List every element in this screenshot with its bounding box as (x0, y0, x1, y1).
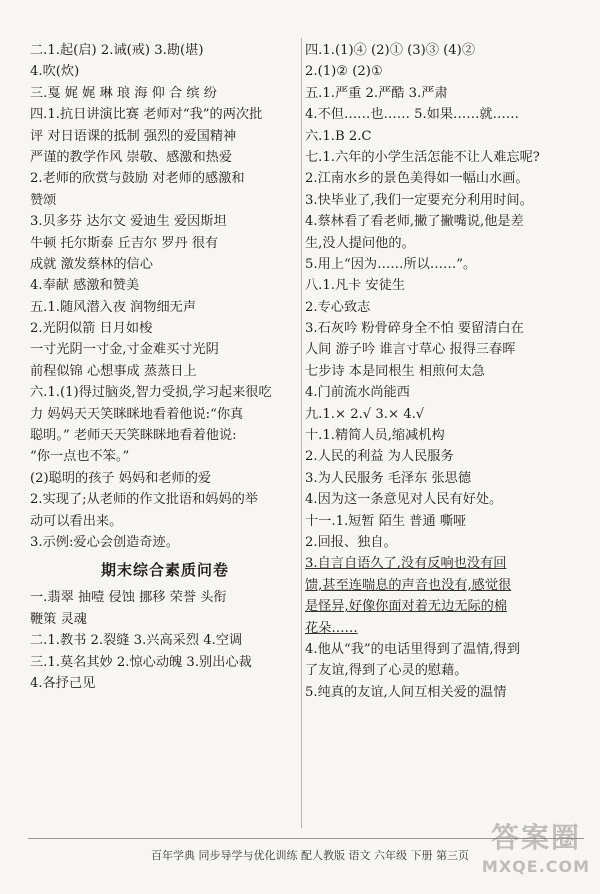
answer-line: 六.1.(1)得过脑炎,智力受损,学习起来很吃 (30, 385, 272, 401)
answer-line: 花朵…… (305, 620, 358, 636)
watermark-bottom: MXQE.COM (481, 857, 591, 876)
answer-line: 3.石灰吟 粉骨碎身全不怕 要留清白在 (305, 321, 524, 337)
answer-line: 3.为人民服务 毛泽东 张思德 (305, 470, 472, 486)
answer-line: 六.1.B 2.C (305, 128, 372, 144)
answer-line: 三.戛 娓 娓 琳 琅 海 仰 合 缤 纷 (30, 85, 217, 101)
answer-line: 前程似锦 心想事成 蒸蒸日上 (30, 363, 197, 379)
left-column (30, 40, 300, 694)
answer-line: 3.快毕业了,我们一定要充分利用时间。 (305, 192, 533, 208)
answer-line: 2.光阴似箭 日月如梭 (30, 321, 153, 337)
answer-line: 5.纯真的友谊,人间互相关爱的温情 (305, 684, 507, 700)
watermark-logo (476, 820, 596, 892)
answer-line: 馈,甚至连喘息的声音也没有,感觉很 (305, 577, 512, 593)
answer-line: 五.1.严重 2.严酷 3.严肃 (305, 85, 448, 101)
answer-line: 一寸光阴一寸金,寸金难买寸光阴 (30, 342, 219, 358)
answer-line: 2.人民的利益 为人民服务 (305, 449, 454, 465)
answer-line: 4.蔡林看了看老师,撇了撇嘴说,他是差 (305, 214, 524, 230)
answer-line: 2.江南水乡的景色美得如一幅山水画。 (305, 171, 529, 187)
answer-line: 十.1.精简人员,缩减机构 (305, 428, 445, 444)
answer-line: 4.不但……也…… 5.如果……就…… (305, 107, 519, 123)
answer-line: 4.奉献 感激和赞美 (30, 278, 140, 294)
answer-line: 评 对日语课的抵制 强烈的爱国精神 (30, 128, 237, 144)
answer-line: 5.用上“因为……所以……”。 (305, 256, 477, 272)
answer-line: 五.1.随风潜入夜 润物细无声 (30, 299, 197, 315)
answer-line: 二.1.起(启) 2.诫(戒) 3.勘(堪) (30, 43, 204, 58)
answer-line: 成就 激发蔡林的信心 (30, 256, 153, 272)
answer-line: 四.1.(1)④ (2)① (3)③ (4)② (305, 43, 476, 58)
answer-line: 生,没人提问他的。 (305, 235, 415, 251)
answer-line: 2.回报、独自。 (305, 534, 397, 550)
page-footer: 百年学典 同步导学与优化训练 配人教版 语文 六年级 下册 第三页 (151, 849, 469, 862)
answer-line: 聪明。” 老师天天笑眯眯地看着他说: (30, 428, 237, 444)
answer-line: 4.他从“我”的电话里得到了温情,得到 (305, 641, 520, 657)
left-answer-lines (30, 40, 300, 553)
column-divider (301, 38, 302, 828)
answer-line: 人间 游子吟 谁言寸草心 报得三春晖 (305, 342, 516, 358)
answer-line: 4.因为这一条意见对人民有好处。 (305, 492, 503, 508)
answer-line: 四.1.抗日讲演比赛 老师对“我”的两次批 (30, 107, 263, 123)
answer-line: 牛顿 托尔斯泰 丘吉尔 罗丹 很有 (30, 235, 219, 251)
answer-line: 3.示例:爱心会创造奇迹。 (30, 534, 179, 550)
answer-line: 赞颂 (30, 192, 57, 208)
answer-line: “你一点也不笨。” (30, 449, 130, 465)
answer-line: 4.门前流水尚能西 (305, 385, 410, 401)
answer-line: 十一.1.短暂 陌生 普通 嘶哑 (305, 513, 467, 529)
answer-line: 了友谊,得到了心灵的慰藉。 (305, 663, 468, 679)
answer-line: 严谨的教学作风 崇敬、感激和热爱 (30, 149, 233, 165)
answer-line: 一.翡翠 抽噎 侵蚀 挪移 荣誉 头衔 (30, 590, 227, 606)
left-answer-lines-after (30, 587, 300, 694)
right-answer-lines (305, 40, 585, 703)
answer-line: 3.自言自语久了,没有反响也没有回 (305, 556, 507, 572)
answer-line: 2.(1)② (2)① (305, 64, 383, 80)
answer-line: 八.1.凡卡 安徒生 (305, 278, 406, 294)
answer-line: 3.贝多芬 达尔文 爱迪生 爱因斯坦 (30, 214, 227, 230)
answer-line: 三.1.莫名其妙 2.惊心动魄 3.别出心裁 (30, 654, 252, 670)
answer-line: 是怪异,好像你面对着无边无际的棉 (305, 599, 508, 615)
right-column (305, 40, 585, 703)
answer-line: 鞭策 灵魂 (30, 611, 87, 627)
answer-line: 力 妈妈天天笑眯眯地看着他说:“你真 (30, 406, 244, 422)
answer-line: 动可以看出来。 (30, 513, 123, 529)
answer-line: 二.1.教书 2.裂缝 3.兴高采烈 4.空调 (30, 633, 243, 649)
answer-line: 4.吹(炊) (30, 64, 80, 80)
answer-line: 九.1.× 2.√ 3.× 4.√ (305, 406, 425, 422)
section-title: 期末综合素质问卷 (100, 561, 229, 580)
watermark-top: 答案圈 (490, 821, 581, 854)
answer-line: 2.实现了;从老师的作文批语和妈妈的举 (30, 492, 259, 508)
answer-line: 2.老师的欣赏与鼓励 对老师的感激和 (30, 171, 245, 187)
answer-line: 4.各抒己见 (30, 675, 96, 691)
answer-line: 七步诗 本是同根生 相煎何太急 (305, 363, 485, 379)
answer-line: (2)聪明的孩子 妈妈和老师的爱 (30, 470, 212, 486)
answer-line: 2.专心致志 (305, 299, 371, 315)
answer-line: 七.1.六年的小学生活怎能不让人难忘呢? (305, 149, 540, 165)
